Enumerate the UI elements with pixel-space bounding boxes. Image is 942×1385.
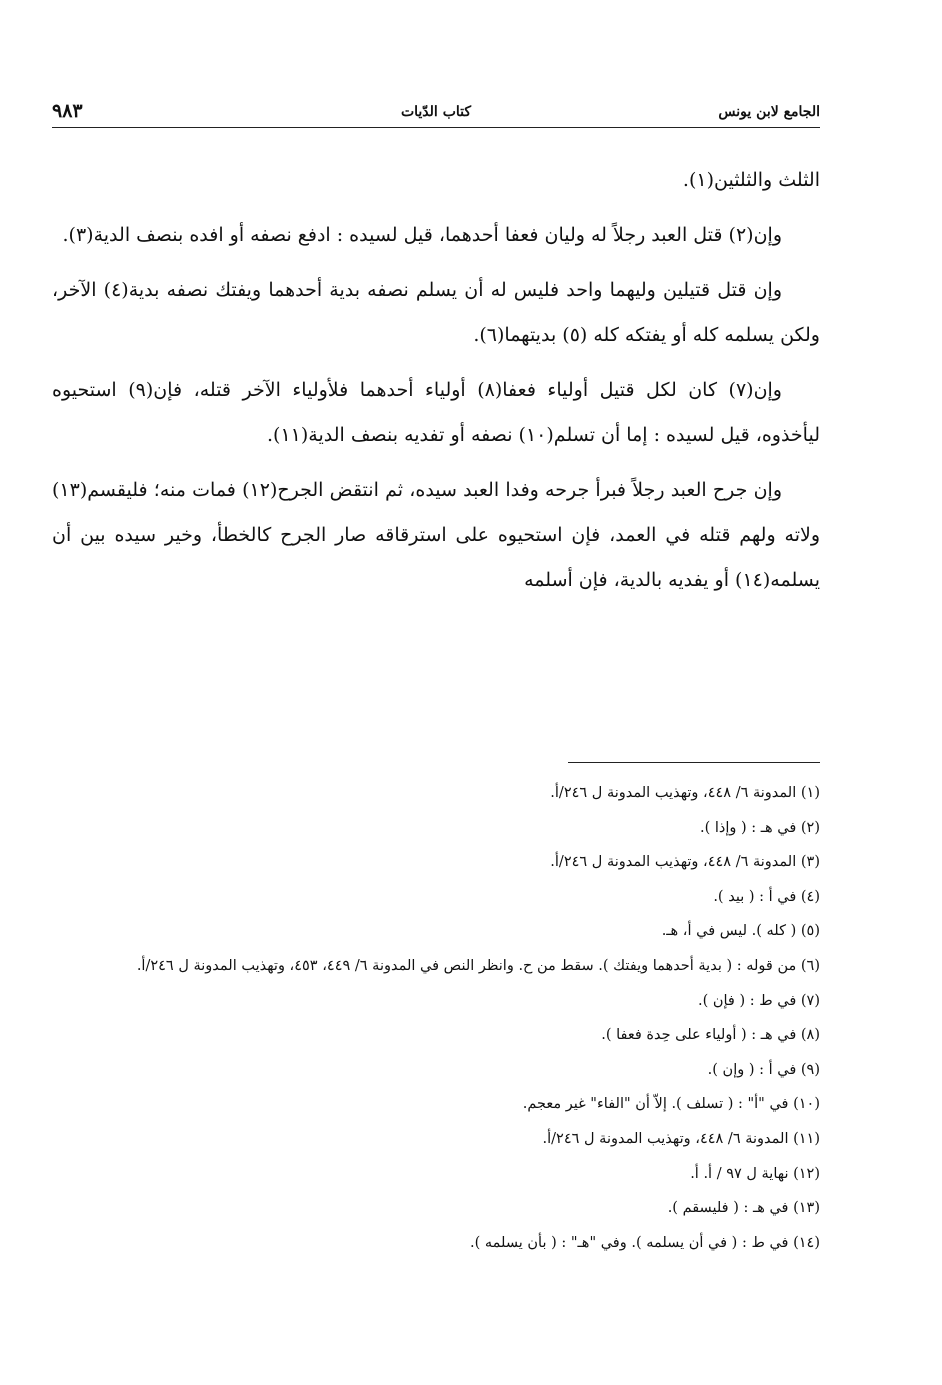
footnote-3: (٣) المدونة ٦/ ٤٤٨، وتهذيب المدونة ل ٢٤٦/أ. <box>550 854 820 871</box>
footnote-11: (١١) المدونة ٦/ ٤٤٨، وتهذيب المدونة ل ٢٤٦/أ. <box>542 1130 820 1147</box>
footnote-9: (٩) في أ : ( وإن ). <box>707 1061 820 1078</box>
paragraph-1: الثلث والثلثين(١). <box>682 169 820 191</box>
footnote-13: (١٣) في هـ : ( فليسقم ). <box>667 1200 820 1217</box>
footnote-6: (٦) من قوله : ( بدية أحدهما ويفتك ). سقط من ح. وانظر النص في المدونة ٦/ ٤٤٩، ٤٥٣، وتهذيب المدونة ل ٢٤٦/أ. <box>136 957 820 974</box>
footnote-7: (٧) في ط : ( فإن ). <box>697 992 820 1009</box>
book-title: الجامع لابن يونس <box>718 104 820 120</box>
footnotes <box>52 776 820 1260</box>
footnote-8: (٨) في هـ : ( أولياء على حِدة فعفا ). <box>601 1027 820 1044</box>
paragraph-3: وإن قتل قتيلين وليهما واحد فليس له أن يسلم نصفه بدية أحدهما ويفتك نصفه بدية(٤) الآخر، ولكن يسلمه كله أو يفتكه كله (٥) بديتهما(٦). <box>52 279 820 346</box>
paragraph-2: وإن(٢) قتل العبد رجلاً له وليان فعفا أحدهما، قيل لسيده : ادفع نصفه أو افده بنصف الدية(٣). <box>62 224 782 246</box>
paragraph-5: وإن جرح العبد رجلاً فبرأ جرحه وفدا العبد سيده، ثم انتقض الجرح(١٢) فمات منه؛ فليقسم(١٣) ولاته ولهم قتله في العمد، فإن استحيوه على استرقاقه صار الجرح كالخطأ، وخير سيده بين أن يسلمه(١٤) أو يفديه بالدية، فإن أسلمه <box>52 479 820 591</box>
footnote-4: (٤) في أ : ( بيد ). <box>713 888 820 905</box>
footnote-divider <box>568 762 820 763</box>
footnote-14: (١٤) في ط : ( في أن يسلمه ). وفي "هـ" : ( بأن يسلمه ). <box>470 1234 820 1251</box>
paragraph-4: وإن(٧) كان لكل قتيل أولياء فعفا(٨) أولياء أحدهما فلأولياء الآخر قتله، فإن(٩) استحيوه ليأخذوه، قيل لسيده : إما أن تسلم(١٠) نصفه أو تفديه بنصف الدية(١١). <box>52 379 820 446</box>
chapter-title: كتاب الدّيات <box>400 104 472 120</box>
footnote-10: (١٠) في "أ" : ( تسلف ). إلاّ أن "الفاء" غير معجم. <box>522 1096 820 1113</box>
main-text <box>52 158 820 613</box>
footnote-12: (١٢) نهاية ل ٩٧ / أ. أ. <box>690 1165 820 1182</box>
page-number: ٩٨٣ <box>52 100 83 122</box>
header-divider <box>52 127 820 128</box>
footnote-5: (٥) ( كله ). ليس في أ، هـ. <box>661 923 820 940</box>
footnote-1: (١) المدونة ٦/ ٤٤٨، وتهذيب المدونة ل ٢٤٦/أ. <box>550 785 820 801</box>
footnote-2: (٢) في هـ : ( وإذا ). <box>699 819 820 836</box>
running-header <box>52 100 820 126</box>
